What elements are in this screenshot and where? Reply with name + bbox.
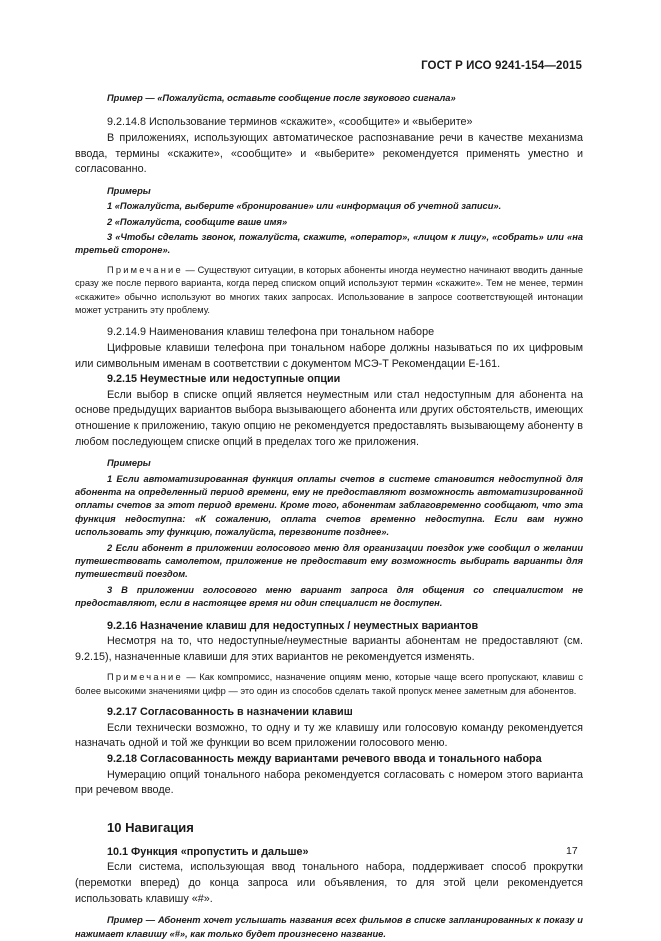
examples-heading-1: Примеры [107, 185, 151, 196]
clause-9-2-18-text: Нумерацию опций тонального набора рекомендуется согласовать с номером этого варианта при речевом вводе. [75, 768, 583, 797]
note-compromise [75, 671, 583, 698]
clause-9-2-14-9-text: Цифровые клавиши телефона при тональном наборе должны называться по их цифровым или символьным именам в соответствии с документом МСЭ-Т Рекомендации Е-161. [75, 342, 583, 370]
clause-10-1-title: 10.1 Функция «пропустить и дальше» [107, 845, 309, 858]
clause-9-2-14-8-title: 9.2.14.8 Использование терминов «скажите», «сообщите» и «выберите» [107, 116, 473, 129]
clause-9-2-16-title: 9.2.16 Назначение клавиш для недоступных / неуместных вариантов [107, 619, 479, 632]
page-content [75, 92, 583, 941]
example-3-place-call: 3 «Чтобы сделать звонок, пожалуйста, скажите, «оператор», «лицом к лицу», «собрать» или «на третьей стороне». [75, 232, 583, 256]
clause-9-2-18-title: 9.2.18 Согласованность между вариантами речевого ввода и тонального набора [107, 753, 542, 766]
examples-heading-2: Примеры [107, 458, 151, 469]
note-text: — Существуют ситуации, в которых абоненты иногда неуместно начинают вводить данные сразу же после первого варианта, когда перед списком опций используют термин «скажите». Тем не менее, термин «скажите» обычно используют во многих таких запросах. Использование в запросе соответствующей интонации может устранить эту проблему. [75, 264, 583, 316]
clause-9-2-15-text: Если выбор в списке опций является неуместным или стал недоступным для абонента на основе предыдущих вариантов выбора вызывающего абонента или других обстоятельств, имеющих отношение к приложению, такую опцию не рекомендуется предоставлять вызывающему абоненту в любом последующем списке опций в пределах того же приложения. [75, 388, 583, 448]
example-1-bill-payment: 1 Если автоматизированная функция оплаты счетов в системе становится недоступной для абонента на определенный период времени, ему не предоставляют возможность автоматизированной оплаты счетов за этот период времени. Кроме того, абонентам заблаговременно сообщают, что эта функция недоступна: «К сожалению, оплата счетов временно недоступна. Если вам нужно использовать эту функцию, пожалуйста, перезвоните позднее». [75, 473, 583, 538]
example-2-say-name: 2 «Пожалуйста, сообщите ваше имя» [107, 216, 288, 227]
example-skip-forward: Пример — Абонент хочет услышать названия всех фильмов в списке запланированных к показу и нажимает клавишу «#», как только будет произнесено название. [75, 915, 583, 939]
note-say-term [75, 264, 583, 318]
document-header: ГОСТ Р ИСО 9241-154—2015 [421, 60, 582, 72]
page-number: 17 [566, 845, 578, 857]
example-leave-message: Пример — «Пожалуйста, оставьте сообщение после звукового сигнала» [107, 93, 456, 103]
clause-9-2-14-8-text: В приложениях, использующих автоматическое распознавание речи в качестве механизма ввода, термины «скажите», «сообщите» и «выберите» рекомендуется применять уместно и согласованно. [75, 132, 583, 176]
clause-9-2-14-9-title: 9.2.14.9 Наименования клавиш телефона при тональном наборе [107, 326, 435, 339]
clause-10-1-text: Если система, использующая ввод тонального набора, поддерживает способ прокрутки (перемотки вперед) до конца запроса или объявления, то для этой цели рекомендуется использовать клавишу «#». [75, 861, 583, 905]
clause-9-2-17-text: Если технически возможно, то одну и ту же клавишу или голосовую команду рекомендуется назначать одной и той же функции во всем приложении голосового меню. [75, 721, 583, 750]
section-10-title: 10 Навигация [107, 819, 194, 835]
example-1-select-booking: 1 «Пожалуйста, выберите «бронирование» или «информация об учетной записи». [107, 201, 502, 212]
clause-9-2-17-title: 9.2.17 Согласованность в назначении клавиш [107, 706, 353, 719]
note-label: Примечание [107, 264, 183, 275]
example-2-travel: 2 Если абонент в приложении голосового меню для организации поездок уже сообщил о желании путешествовать самолетом, приложение не предоставит ему возможность выбирать варианты для путешествий поездом. [75, 542, 583, 580]
note-text: — Как компромисс, назначение опциям меню, которые чаще всего пропускают, клавиш с более высокими значениями цифр — это один из способов сделать такой пропуск менее заметным для абонентов. [75, 672, 583, 696]
clause-9-2-15-title: 9.2.15 Неуместные или недоступные опции [107, 373, 341, 386]
example-3-specialist: 3 В приложении голосового меню вариант запроса для общения со специалистом не предоставляют, если в настоящее время ни один специалист не доступен. [75, 584, 583, 609]
clause-9-2-16-text: Несмотря на то, что недоступные/неуместные варианты абонентам не предоставляют (см. 9.2.15), назначенные клавиши для этих вариантов не рекомендуется изменять. [75, 635, 583, 663]
note-label: Примечание [107, 672, 183, 683]
